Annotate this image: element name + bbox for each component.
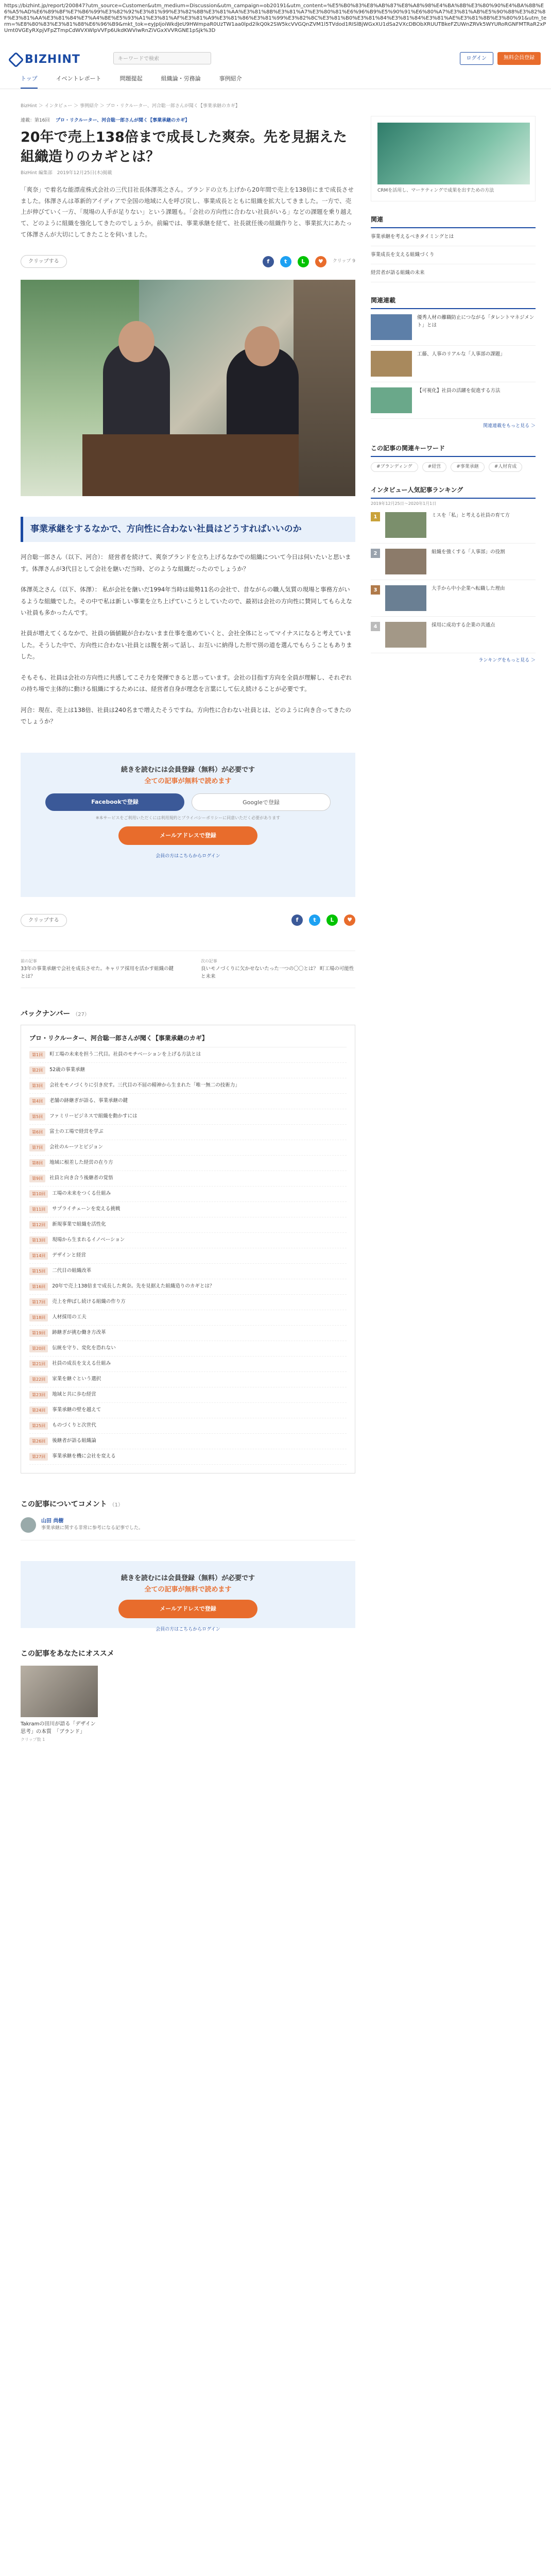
rank-thumb xyxy=(385,622,426,648)
comments-heading xyxy=(21,1499,355,1510)
login-link[interactable]: 会員の方はこちらからログイン xyxy=(156,1627,220,1633)
backnumber-item[interactable] xyxy=(29,1202,347,1217)
backnumber-title-text: 跡継ぎが挑む働き方改革 xyxy=(52,1330,106,1336)
backnumber-item[interactable] xyxy=(29,1434,347,1449)
backnumber-item[interactable] xyxy=(29,1094,347,1109)
body-paragraph: 社員が増えてくるなかで、社員の価値観が合わないまま仕事を進めていくと、会社全体にとってマイナスになると考えていました。そうした中で、方向性に合わない社員とは腹を割って話し、お互いに納得した形で別の道を選んでもらうこともありました。 xyxy=(21,630,352,660)
backnumber-title: バックナンバー xyxy=(21,1010,71,1019)
body-paragraph: そもそも、社員は会社の方向性に共感してこそ力を発揮できると思っています。会社の目指す方向を全員が理解し、それぞれの持ち場で主体的に動ける組織にするためには、経営者自身が理念を言葉にして伝え続けることが必要です。 xyxy=(21,673,352,693)
side-link[interactable]: 経営者が語る組織の未来 xyxy=(371,264,536,282)
backnumber-title-text: デザインと経営 xyxy=(52,1252,87,1259)
backnumber-number: 第16回 xyxy=(29,1283,48,1291)
backnumber-item[interactable] xyxy=(29,1156,347,1171)
backnumber-title-text: 社員の成長を支える仕組み xyxy=(52,1361,111,1367)
backnumber-item[interactable] xyxy=(29,1279,347,1295)
email-register-button[interactable]: メールアドレスで登録 xyxy=(118,1600,257,1618)
search-input[interactable]: キーワードで検索 xyxy=(113,52,211,64)
article-title: 20年で売上138倍まで成長した爽奈。先を見据えた組織造りのカギとは？ xyxy=(21,129,347,165)
backnumber-title-text: ファミリービジネスで組織を動かすには xyxy=(49,1113,137,1120)
nav-case[interactable]: 事例紹介 xyxy=(219,75,242,82)
backnumber-item[interactable] xyxy=(29,1387,347,1403)
backnumber-item[interactable] xyxy=(29,1233,347,1248)
related-thumb xyxy=(371,314,412,340)
backnumber-title-text: 町工場の未来を担う二代目。社員のモチベーションを上げる方法とは xyxy=(49,1052,201,1058)
prev-title: 33年の事業承継で会社を成長させた。キャリア採用を活かす組織の鍵とは？ xyxy=(21,966,174,980)
backnumber-number: 第12回 xyxy=(29,1221,48,1229)
backnumber-number: 第21回 xyxy=(29,1360,48,1368)
related-text: 工藤、人事のリアルな「人事部の課題」 xyxy=(417,351,505,358)
backnumber-number: 第15回 xyxy=(29,1267,48,1275)
content-fade xyxy=(21,727,355,748)
backnumber-number: 第4回 xyxy=(29,1097,45,1105)
recommend-heading: この記事をあなたにオススメ xyxy=(21,1650,114,1658)
related-text: 【可視化】社員の活躍を促進する方法 xyxy=(417,388,501,394)
nav-event-report[interactable]: イベントレポート xyxy=(56,75,101,82)
backnumber-title-text: 伝統を守り、変化を恐れない xyxy=(52,1345,116,1351)
rank-text: 組織を強くする「人事部」の役割 xyxy=(432,549,505,555)
recommend-card[interactable] xyxy=(21,1666,98,1743)
backnumber-title-text: 会社をモノづくりに引き戻す。三代目の不屈の精神から生まれた「唯一無二の技術力」 xyxy=(49,1082,240,1089)
email-register-button[interactable]: メールアドレスで登録 xyxy=(118,826,257,845)
backnumber-title-text: 二代目の組織改革 xyxy=(52,1268,92,1274)
pager xyxy=(21,951,355,988)
article-lead: 「爽奈」で着名な能漂産株式会社の三代目社長体澤英之さん。ブランドの立ち上げから20年間で売上を138倍にまで成長させました。体澤さんは革新的アイディアで全国の地域に人を呼び戻し、事業成長とともに組織を拡大してきました。一方で、売上が伸びていく一方、「現場の人手が足りない」という課題も。「会社の方向性に合わない社員がいる」などの課題を乗り越えて、どのように組織を強化してきたのでしょうか。前編では、事業承継を経て、社長就任後の組織作りと、事業拡大にあたって体澤さんが大切にしてきたことを伺いました。 xyxy=(21,185,354,239)
breadcrumb[interactable]: BizHint ＞ インタビュー ＞ 事例紹介 ＞ プロ・リクルーター、河合聡一郎さんが聞く【事業承継のカギ】 xyxy=(21,104,240,109)
backnumber-count: （27） xyxy=(73,1012,90,1018)
comment-item xyxy=(21,1517,355,1540)
backnumber-item[interactable] xyxy=(29,1341,347,1357)
backnumber-title-text: 会社のルーツとビジョン xyxy=(49,1144,104,1150)
backnumber-title-text: 人材採用の工夫 xyxy=(52,1314,87,1320)
line-share-icon[interactable]: L xyxy=(326,914,338,926)
backnumber-number: 第5回 xyxy=(29,1113,45,1121)
backnumber-title-text: 工場の未来をつくる仕組み xyxy=(52,1191,111,1197)
tag-chip[interactable]: #事業承継 xyxy=(451,462,485,472)
backnumber-list xyxy=(21,1025,355,1473)
backnumber-item[interactable] xyxy=(29,1295,347,1310)
backnumber-title-text: 事業承継の壁を越えて xyxy=(52,1407,101,1413)
backnumber-heading xyxy=(21,1009,355,1020)
backnumber-item[interactable] xyxy=(29,1310,347,1326)
backnumber-item[interactable] xyxy=(29,1248,347,1264)
backnumber-title-text: 地域と共に歩む経営 xyxy=(52,1392,96,1398)
backnumber-title-text: 売上を伸ばし続ける組織の作り方 xyxy=(52,1299,126,1305)
ranking-item[interactable] xyxy=(371,507,536,544)
related-thumb xyxy=(371,351,412,377)
backnumber-title-text: 社員と向き合う後継者の覚悟 xyxy=(49,1175,113,1181)
backnumber-item[interactable] xyxy=(29,1449,347,1465)
next-label: 次の記事 xyxy=(201,959,217,964)
backnumber-number: 第26回 xyxy=(29,1437,48,1445)
backnumber-number: 第23回 xyxy=(29,1391,48,1399)
side-link[interactable]: 事業成長を支える組織づくり xyxy=(371,246,536,264)
twitter-share-icon[interactable]: t xyxy=(309,914,320,926)
backnumber-number: 第25回 xyxy=(29,1422,48,1430)
register-note: ※本サービスをご利用いただくには利用規約とプライバシーポリシーに同意いただく必要があります xyxy=(95,816,281,821)
body-paragraph: 河合：現在、売上は138倍、社員は240名まで増えたそうですね。方向性に合わない社員とは、どのように向き合ってきたのでしょうか？ xyxy=(21,706,351,725)
browser-url-text[interactable]: https://bizhint.jp/report/200847?utm_source=Customer&utm_medium=Discussion&utm_campaign=ob20191&utm_content=%E5%B0%83%E8%AB%87%E8%A8%98%E4%BA%8B%E3%80%90%E4%BA%8B%E6%A5%AD%E6%89%BF%E7%B6%99%E3%82%92%E3%81%99%E3%82%8B%E3%81%AA%E3%81%8B%E3%81%A7%E3%80%81%E6%96%B9%E5%90%91%E6%80%A7%E3%81%AB%E5%90%88%E3%82%8F%E3%81%AA%E3%81%84%E7%A4%BE%E5%93%A1%E3%81%AF%E3%81%A9%E3%81%86%E3%81%99%E3%82%8C%E3%81%B0%E3%81%84%E3%81%84%E3%81%AE%E3%81%8B%E3%80%91&utm_term=%E8%80%83%E3%81%88%E6%96%B9&mkt_tok=eyJpIjoiWkdJeU9HWmpaR0UzTW1aa0lpd2lkQ0k2SW5kcVVGQnZVM1l5TVdod1RISlBjWGxXU1dSa2VXcDBObXRUUTBkeFZUWnZRVk5WYURoRGNFMTRaR2xPUmt0VGEyRXpjVFpZTmpCdWVXWlpVVFp6UkdKWVIwRnZiVGxXVVRGNE1pSjk%3D xyxy=(0,0,551,39)
rank-text: 採用に成功する企業の共通点 xyxy=(432,622,495,629)
comments-title: この記事についてコメント xyxy=(21,1500,107,1509)
ranking-period: 2019年12月25日〜2020年1月1日 xyxy=(371,501,437,506)
side-box-title: 関連 xyxy=(371,215,536,228)
backnumber-title-text: 事業承継を機に会社を変える xyxy=(52,1453,116,1460)
prev-article-link[interactable] xyxy=(21,958,175,980)
backnumber-number: 第8回 xyxy=(29,1159,45,1167)
recommend-title: Takramの田川が語る「デザイン思考」の本質 「ブランド」 xyxy=(21,1721,96,1735)
site-logo[interactable] xyxy=(10,51,80,68)
backnumber-title-text: 新規事業で組織を活性化 xyxy=(52,1222,106,1228)
backnumber-item[interactable] xyxy=(29,1140,347,1156)
section-heading: 事業承継をするなかで、方向性に合わない社員はどうすればいいのか xyxy=(21,517,355,543)
next-title: 良いモノづくりに欠かせないたった一つの〇〇とは？ 町工場の可能性と未来 xyxy=(201,966,354,980)
related-text: 優秀人材の離職防止につながる「タレントマネジメント」とは xyxy=(417,315,535,328)
login-link[interactable]: 会員の方はこちらからログイン xyxy=(156,854,220,859)
interview-photo xyxy=(21,280,355,496)
backnumber-item[interactable] xyxy=(29,1109,347,1125)
rank-badge: 1 xyxy=(371,512,380,521)
backnumber-number: 第6回 xyxy=(29,1128,45,1136)
nav-top[interactable]: トップ xyxy=(21,75,38,89)
facebook-register-button[interactable]: Facebookで登録 xyxy=(45,793,184,811)
related-title: 関連連載 xyxy=(371,296,536,309)
global-nav xyxy=(21,75,242,89)
article-meta: BizHint 編集部 2019年12月25日(木)掲載 xyxy=(21,171,112,176)
backnumber-item[interactable] xyxy=(29,1418,347,1434)
backnumber-item[interactable] xyxy=(29,1372,347,1387)
tag-chip[interactable]: #人材育成 xyxy=(489,462,523,472)
backnumber-number: 第18回 xyxy=(29,1314,48,1321)
backnumber-number: 第7回 xyxy=(29,1144,45,1151)
backnumber-number: 第22回 xyxy=(29,1376,48,1383)
ranking-item[interactable] xyxy=(371,617,536,653)
backnumber-title-text: 家業を継ぐという選択 xyxy=(52,1376,101,1382)
related-more-link[interactable]: 関連連載をもっと見る ＞ xyxy=(483,423,536,429)
comments-count: （1） xyxy=(109,1502,123,1509)
rank-badge: 3 xyxy=(371,585,380,595)
logo-icon xyxy=(8,52,24,67)
avatar[interactable] xyxy=(21,1517,36,1533)
backnumber-number: 第11回 xyxy=(29,1206,48,1213)
side-link[interactable]: 事業承継を考えるべきタイミングとは xyxy=(371,228,536,246)
backnumber-number: 第17回 xyxy=(29,1298,48,1306)
recommend-meta: クリップ数 1 xyxy=(21,1737,45,1742)
backnumber-title-text: 52歳の事業承継 xyxy=(49,1067,85,1073)
register-box-bottom xyxy=(21,1561,355,1633)
related-item[interactable] xyxy=(371,346,536,382)
backnumber-number: 第20回 xyxy=(29,1345,48,1352)
rank-badge: 4 xyxy=(371,622,380,631)
nav-organization[interactable]: 組織論・労務論 xyxy=(161,75,201,82)
backnumber-item[interactable] xyxy=(29,1063,347,1078)
series-number: 連載：第16回 xyxy=(21,118,50,123)
related-thumb xyxy=(371,387,412,413)
ranking-item[interactable] xyxy=(371,580,536,617)
rank-thumb xyxy=(385,512,426,538)
line-share-icon[interactable]: L xyxy=(298,256,309,267)
backnumber-number: 第19回 xyxy=(29,1329,48,1337)
sidebar xyxy=(371,116,536,665)
clip-button-bottom[interactable]: クリップする xyxy=(21,914,67,927)
ranking-more-link[interactable]: ランキングをもっと見る ＞ xyxy=(478,658,536,664)
clip-count: クリップ 9 xyxy=(332,259,355,264)
side-ad[interactable] xyxy=(371,116,536,201)
ad-image xyxy=(377,123,530,184)
comment-text: 事業承継に関する非常に参考になる記事でした。 xyxy=(41,1526,144,1531)
backnumber-number: 第2回 xyxy=(29,1066,45,1074)
backnumber-item[interactable] xyxy=(29,1357,347,1372)
logo-text: BIZHINT xyxy=(25,53,80,66)
backnumber-item[interactable] xyxy=(29,1171,347,1187)
rank-thumb xyxy=(385,549,426,574)
backnumber-number: 第13回 xyxy=(29,1236,48,1244)
prev-label: 前の記事 xyxy=(21,959,37,964)
backnumber-title-text: サプライチェーンを変える挑戦 xyxy=(52,1206,120,1212)
article-main xyxy=(21,116,355,1743)
body-paragraph: 河合聡一郎さん（以下、河合）： 経営者を続けて、爽奈ブランドを立ち上げるなかでの組織について今日は伺いたいと思います。体澤さんが3代目として会社を継いだ当時、どのような組織だったのでしょうか？ xyxy=(21,553,351,572)
clip-button[interactable]: クリップする xyxy=(21,255,67,268)
register-title: 続きを読むには会員登録（無料）が必要です xyxy=(120,766,255,774)
ad-caption: CRMを活用し、マーケティングで成果を出すための方法 xyxy=(377,188,494,193)
backnumber-series: プロ・リクルーター、河合聡一郎さんが聞く【事業承継のカギ】 xyxy=(29,1033,347,1047)
backnumber-number: 第9回 xyxy=(29,1175,45,1182)
backnumber-number: 第24回 xyxy=(29,1406,48,1414)
twitter-share-icon[interactable]: t xyxy=(280,256,291,267)
facebook-share-icon[interactable]: f xyxy=(263,256,274,267)
facebook-share-icon[interactable]: f xyxy=(291,914,303,926)
backnumber-title-text: 現場から生まれるイノベーション xyxy=(52,1237,125,1243)
login-button[interactable]: ログイン xyxy=(460,52,494,65)
backnumber-item[interactable] xyxy=(29,1264,347,1279)
related-item[interactable] xyxy=(371,382,536,419)
backnumber-title-text: ものづくりと次世代 xyxy=(52,1422,96,1429)
backnumber-item[interactable] xyxy=(29,1403,347,1418)
rank-thumb xyxy=(385,585,426,611)
rank-text: ミスを「私」と考える社員の育て方 xyxy=(432,513,510,519)
backnumber-title-text: 20年で売上138倍まで成長した爽奈。先を見据えた組織造りのカギとは？ xyxy=(52,1283,215,1290)
backnumber-title-text: 後継者が語る組織論 xyxy=(52,1438,96,1444)
backnumber-item[interactable] xyxy=(29,1217,347,1233)
backnumber-number: 第27回 xyxy=(29,1453,48,1461)
ranking-title: インタビュー人気記事ランキング xyxy=(371,485,536,499)
tag-chip[interactable]: #経営 xyxy=(422,462,447,472)
backnumber-title-text: 地域に根差した経営の在り方 xyxy=(49,1160,113,1166)
nav-issue[interactable]: 問題提起 xyxy=(119,75,143,82)
pocket-share-icon[interactable]: ♥ xyxy=(315,256,326,267)
commenter-name[interactable]: 山田 尚樹 xyxy=(41,1518,64,1524)
backnumber-number: 第14回 xyxy=(29,1252,48,1260)
tag-chip[interactable]: #ブランディング xyxy=(371,462,418,472)
pocket-share-icon[interactable]: ♥ xyxy=(344,914,355,926)
backnumber-title-text: 老舗の跡継ぎが語る、事業承継の鍵 xyxy=(49,1098,128,1104)
backnumber-item[interactable] xyxy=(29,1187,347,1202)
site-header xyxy=(0,49,551,89)
body-paragraph: 体澤英之さん（以下、体澤）： 私が会社を継いだ1994年当時は総勢11名の会社で、昔ながらの職人気質の現場と事務方がいるような組織でした。その中で私は新しい事業を立ち上げていこうとしていたので、最初は会社の方向性に賛同してもらえない社員も多かったんです。 xyxy=(21,586,352,617)
backnumber-item[interactable] xyxy=(29,1326,347,1341)
register-subtitle: 全ての記事が無料で読めます xyxy=(144,1585,232,1594)
backnumber-number: 第10回 xyxy=(29,1190,48,1198)
backnumber-title-text: 富士の工場で経営を学ぶ xyxy=(49,1129,104,1135)
backnumber-item[interactable] xyxy=(29,1125,347,1140)
series-link[interactable]: プロ・リクルーター、河合聡一郎さんが聞く【事業承継のカギ】 xyxy=(55,118,190,123)
backnumber-number: 第3回 xyxy=(29,1082,45,1090)
backnumber-item[interactable] xyxy=(29,1047,347,1063)
backnumber-item[interactable] xyxy=(29,1078,347,1094)
tags-title: この記事の関連キーワード xyxy=(371,444,536,457)
backnumber-number: 第1回 xyxy=(29,1051,45,1059)
recommend-image xyxy=(21,1666,98,1717)
rank-text: 大手から中小企業へ転職した理由 xyxy=(432,586,505,592)
register-subtitle: 全ての記事が無料で読めます xyxy=(144,777,232,785)
rank-badge: 2 xyxy=(371,549,380,558)
ranking-item[interactable] xyxy=(371,544,536,580)
register-button[interactable]: 無料会員登録 xyxy=(497,52,541,65)
next-article-link[interactable] xyxy=(201,958,355,980)
register-box xyxy=(21,753,355,897)
register-title: 続きを読むには会員登録（無料）が必要です xyxy=(120,1574,255,1583)
google-register-button[interactable]: Googleで登録 xyxy=(192,793,331,811)
related-item[interactable] xyxy=(371,309,536,346)
